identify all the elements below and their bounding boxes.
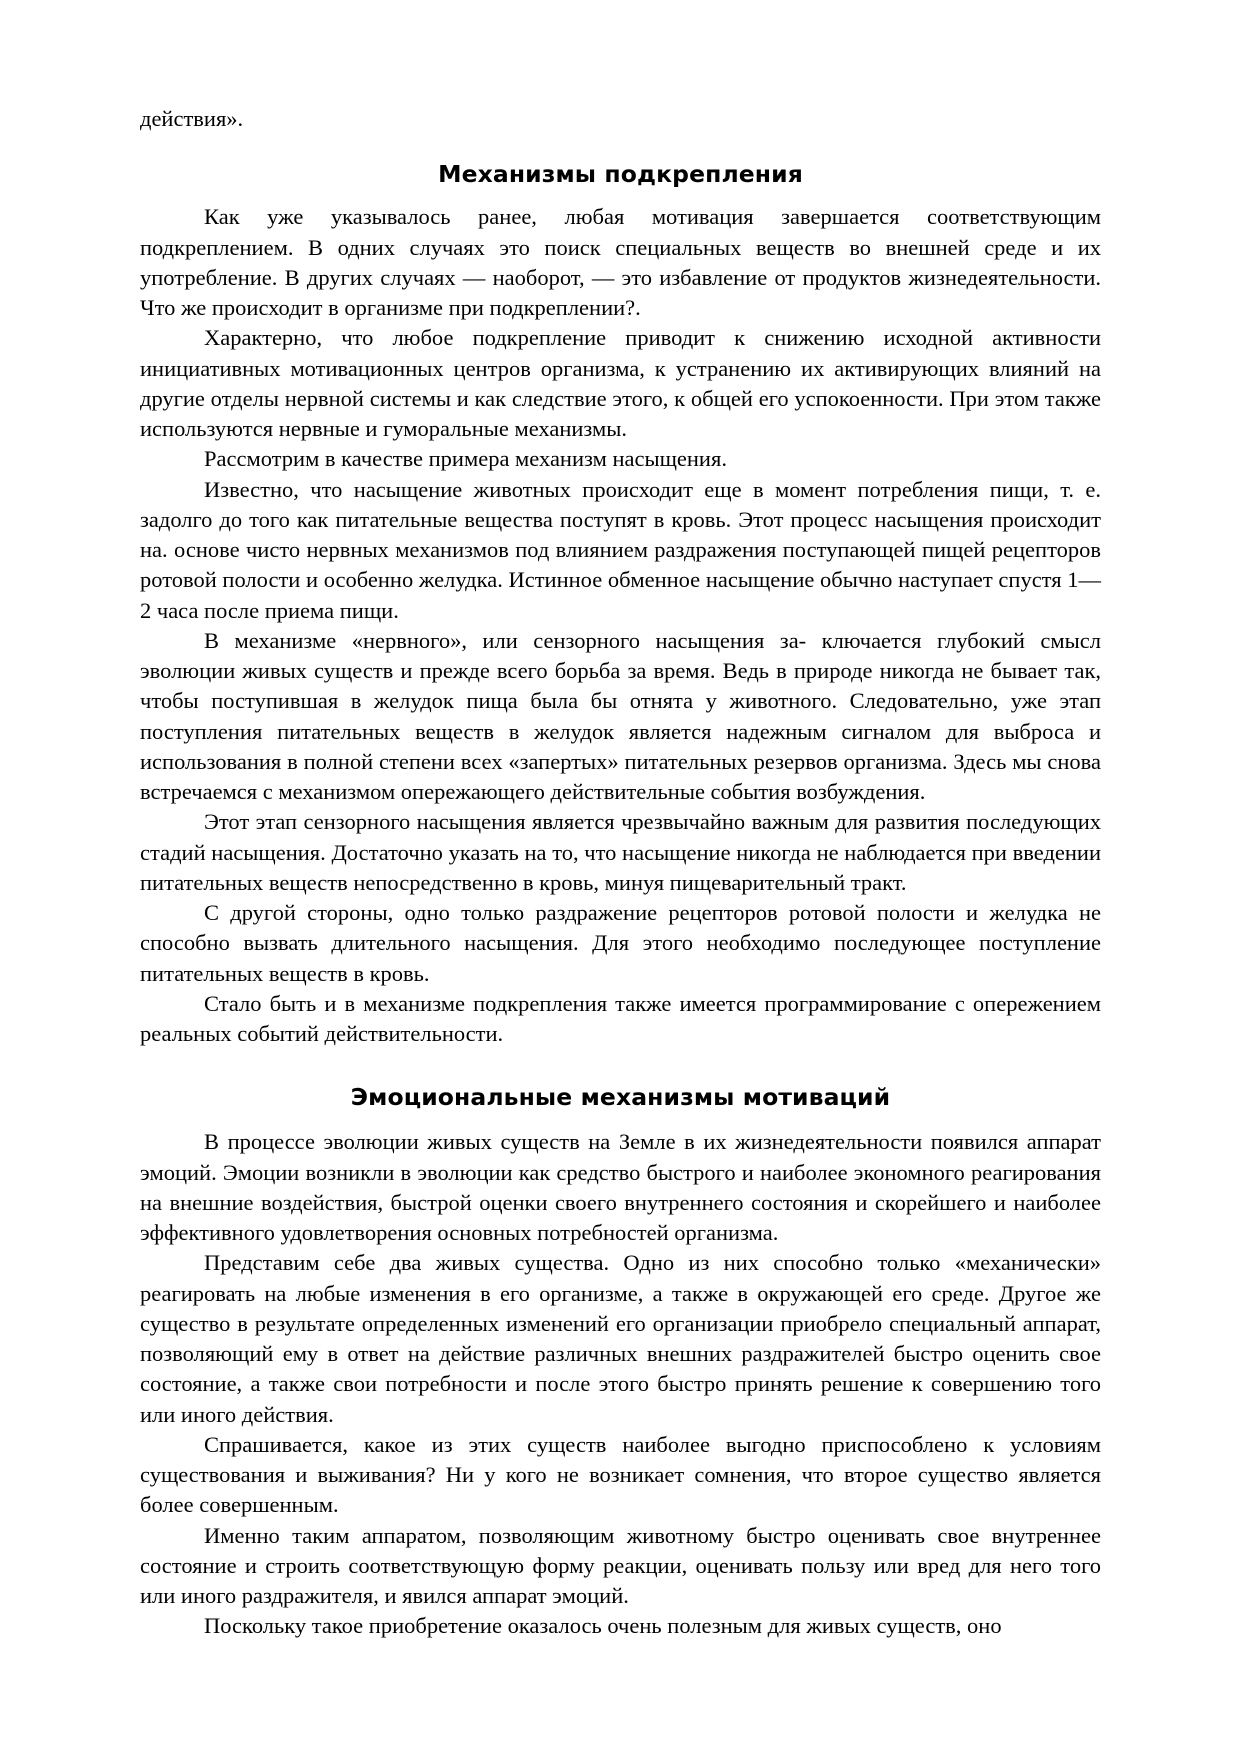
paragraph: В процессе эволюции живых существ на Земле в их жизнедеятельности появился аппарат эмоций. Эмоции возникли в эволюции как средство быстрого и наиболее экономного реагирования на внешние воздействия, быстрой оценки своего внутреннего состояния и скорейшего и наиболее эффективного удовлетворения основных потребностей организма. <box>140 1129 1101 1245</box>
section-heading-mehanizmy-podkrepleniya: Механизмы подкрепления <box>438 160 803 189</box>
paragraph: В механизме «нервного», или сензорного насыщения за- ключается глубокий смысл эволюции живых существ и прежде всего борьба за время. Ведь в природе никогда не бывает так, чтобы поступившая в желудок пища была бы отнята у животного. Следовательно, уже этап поступления питательных веществ в желудок является надежным сигналом для выброса и использования в полной степени всех «запертых» питательных резервов организма. Здесь мы снова встречаемся с механизмом опережающего действительные события возбуждения. <box>140 627 1101 804</box>
paragraph: Именно таким аппаратом, позволяющим животному быстро оценивать свое внутреннее состояние и строить соответствующую форму реакции, оценивать пользу или вред для него того или иного раздражителя, и явился аппарат эмоций. <box>140 1522 1101 1608</box>
paragraph: С другой стороны, одно только раздражение рецепторов ротовой полости и желудка не способно вызвать длительного насыщения. Для этого необходимо последующее поступление питательных веществ в кровь. <box>140 900 1101 986</box>
paragraph: Спрашивается, какое из этих существ наиболее выгодно приспособлено к условиям существования и выживания? Ни у кого не возникает сомнения, что второе существо является более совершенным. <box>140 1431 1101 1518</box>
paragraph: Характерно, что любое подкрепление приводит к снижению исходной активности инициативных мотивационных центров организма, к устранению их активирующих влияний на другие отделы нервной системы и как следствие этого, к общей его успокоенности. При этом также используются нервные и гуморальные механизмы. <box>140 325 1101 441</box>
paragraph: Рассмотрим в качестве примера механизм насыщения. <box>204 446 727 472</box>
opening-line: действия». <box>140 106 244 131</box>
section-heading-emocionalnye-mehanizmy-motivacij: Эмоциональные механизмы мотиваций <box>350 1083 891 1112</box>
paragraph: Известно, что насыщение животных происходит еще в момент потребления пищи, т. е. задолго до того как питательные вещества поступят в кровь. Этот процесс насыщения происходит на. основе чисто нервных механизмов под влиянием раздражения поступающей пищей рецепторов ротовой полости и особенно желудка. Истинное обменное насыщение обычно наступает спустя 1—2 часа после приема пищи. <box>140 476 1101 623</box>
paragraph: Представим себе два живых существа. Одно из них способно только «механически» реагировать на любые изменения в его организме, а также в окружающей его среде. Другое же существо в результате определенных изменений его организации приобрело специальный аппарат, позволяющий ему в ответ на действие различных внешних раздражителей быстро оценить свое состояние, а также свои потребности и после этого быстро принять решение к совершению того или иного действия. <box>140 1250 1101 1427</box>
paragraph: Как уже указывалось ранее, любая мотивация завершается соответствующим подкреплением. В одних случаях это поиск специальных веществ во внешней среде и их употребление. В других случаях — наоборот, — это избавление от продуктов жизнедеятельности. Что же происходит в организме при подкреплении?. <box>140 204 1101 320</box>
paragraph: Стало быть и в механизме подкрепления также имеется программирование с опережением реальных событий действительности. <box>140 990 1101 1046</box>
paragraph: Этот этап сензорного насыщения является чрезвычайно важным для развития последующих стадий насыщения. Достаточно указать на то, что насыщение никогда не наблюдается при введении питательных веществ непосредственно в кровь, минуя пищеварительный тракт. <box>140 809 1101 895</box>
paragraph: Поскольку такое приобретение оказалось очень полезным для живых существ, оно <box>204 1613 1002 1639</box>
